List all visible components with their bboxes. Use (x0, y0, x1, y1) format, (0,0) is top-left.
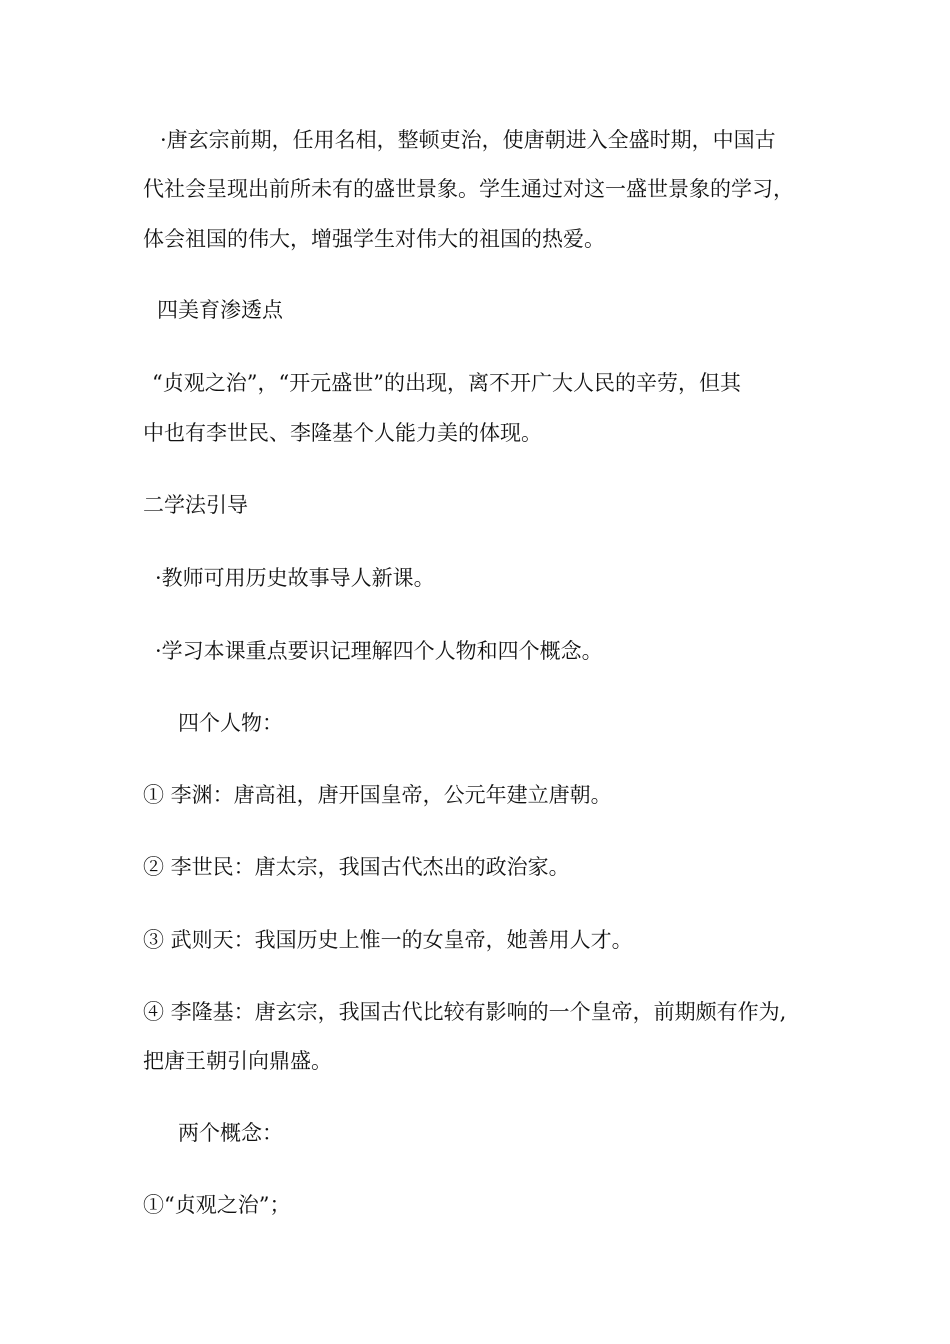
list-item: ① 李渊：唐高祖，唐开国皇帝，公元年建立唐朝。 (143, 783, 612, 807)
text-line: “贞观之治”，“开元盛世”的出现，离不开广大人民的辛劳，但其 (152, 371, 741, 395)
section-heading: 二学法引导 (143, 493, 248, 517)
subheading: 两个概念： (178, 1121, 283, 1145)
list-item: ①“贞观之治”； (143, 1193, 291, 1217)
list-item: ·学习本课重点要识记理解四个人物和四个概念。 (155, 639, 603, 663)
text-line: 代社会呈现出前所未有的盛世景象。学生通过对这一盛世景象的学习， (143, 177, 794, 201)
text-line: 中也有李世民、李隆基个人能力美的体现。 (143, 421, 542, 445)
text-line: ·唐玄宗前期，任用名相，整顿吏治，使唐朝进入全盛时期，中国古 (160, 128, 776, 152)
text-line: 体会祖国的伟大，增强学生对伟大的祖国的热爱。 (143, 227, 605, 251)
text-line: 把唐王朝引向鼎盛。 (143, 1049, 332, 1073)
subheading: 四个人物： (178, 711, 283, 735)
list-item: ④ 李隆基：唐玄宗，我国古代比较有影响的一个皇帝，前期颇有作为, (143, 1000, 787, 1024)
list-item: ③ 武则天：我国历史上惟一的女皇帝，她善用人才。 (143, 928, 633, 952)
list-item: ② 李世民：唐太宗，我国古代杰出的政治家。 (143, 855, 570, 879)
section-heading: 四美育渗透点 (157, 298, 283, 322)
list-item: ·教师可用历史故事导人新课。 (155, 566, 435, 590)
